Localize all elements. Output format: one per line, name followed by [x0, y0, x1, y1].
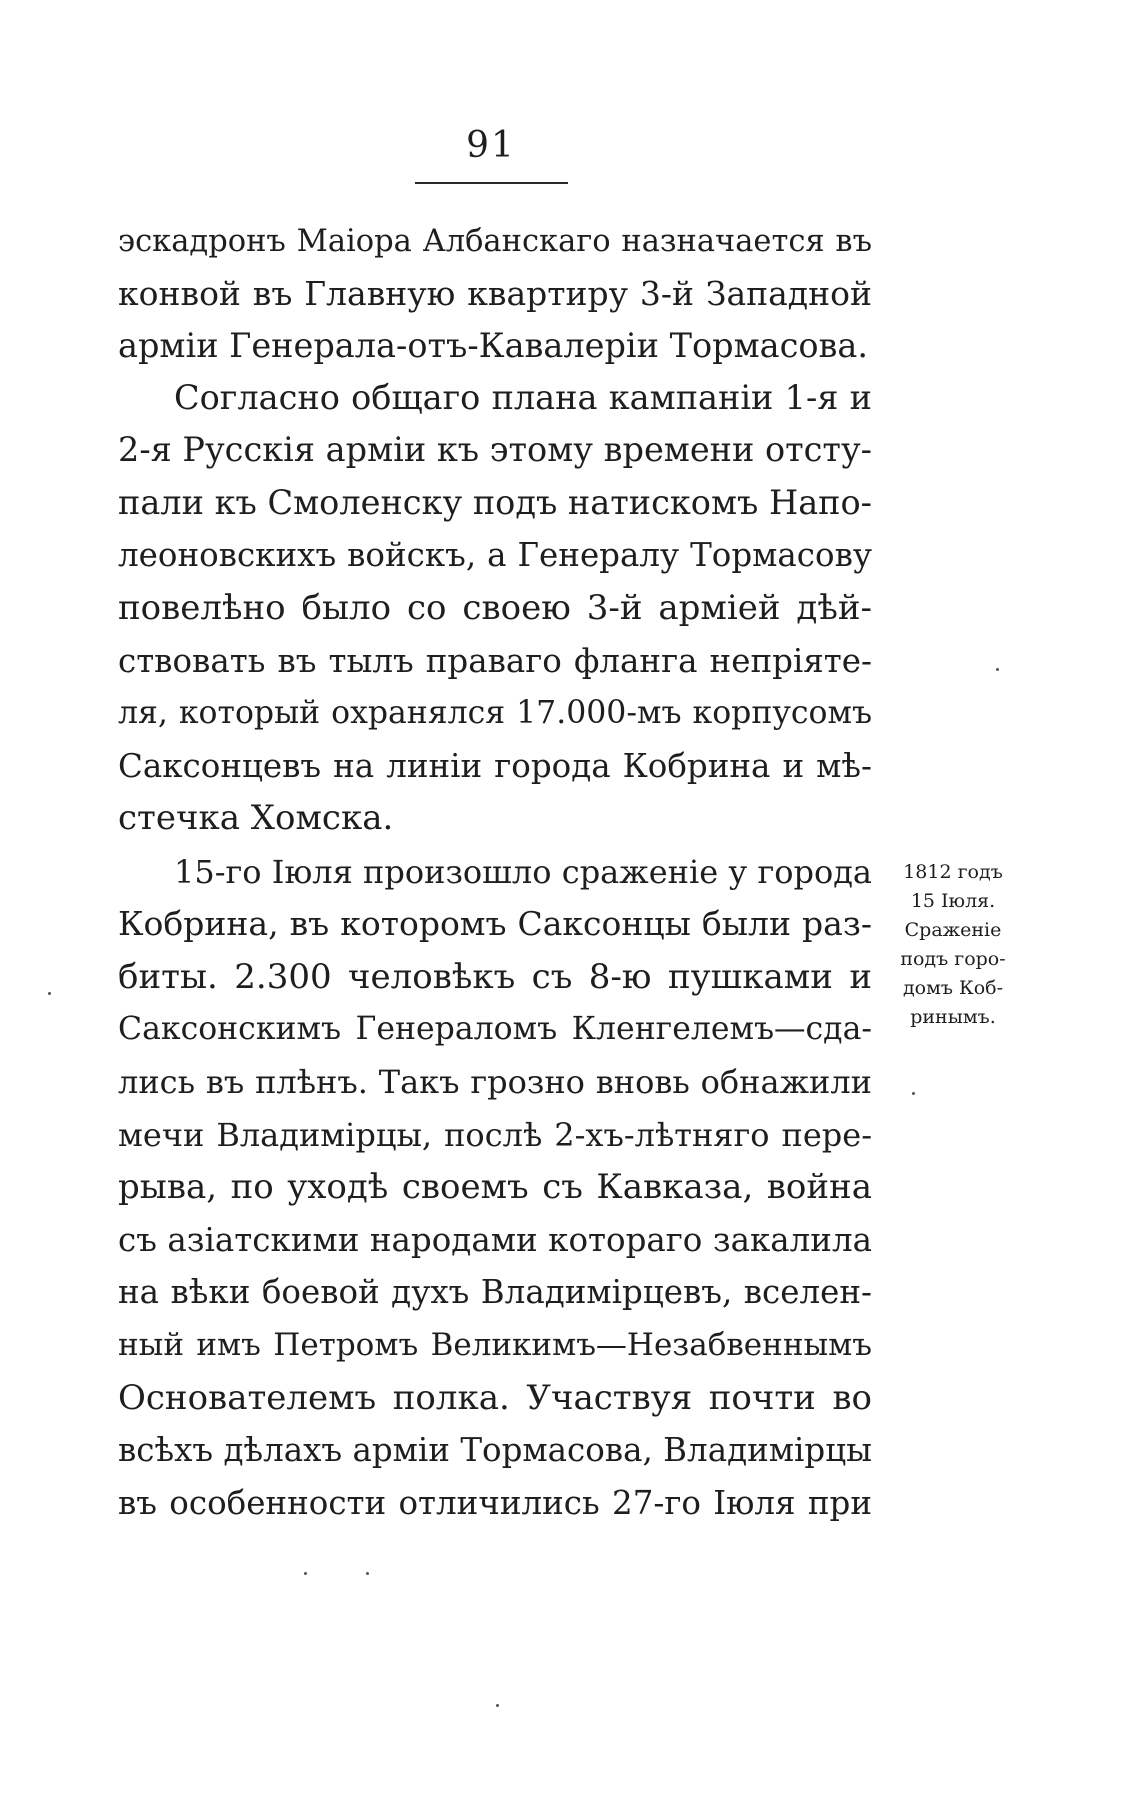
scan-speck: [304, 1572, 307, 1575]
margin-note-line: домъ Коб-: [902, 977, 1004, 999]
text-line: эскадронъ Маіора Албанскаго назначается въ: [118, 224, 872, 259]
text-line: рыва, по уходѣ своемъ съ Кавказа, война: [118, 1167, 872, 1207]
text-line: 15-го Іюля произошло сраженіе у города: [174, 853, 872, 891]
margin-note: [888, 858, 1018, 1032]
scan-speck: [366, 1572, 369, 1575]
text-line: ствовать въ тылъ праваго фланга непріяте-: [118, 642, 872, 680]
text-line: Основателемъ полка. Участвуя почти во: [118, 1378, 872, 1418]
text-line: пали къ Смоленску подъ натискомъ Напо-: [118, 483, 872, 522]
text-line: Саксонцевъ на линіи города Кобрина и мѣ-: [118, 747, 872, 785]
text-line: Согласно общаго плана кампаніи 1-я и: [174, 378, 872, 417]
text-line: конвой въ Главную квартиру 3-й Западной: [118, 274, 872, 313]
margin-note-line: Сраженіе: [904, 919, 1002, 941]
text-line: ля, который охранялся 17.000-мъ корпусомъ: [118, 695, 872, 731]
margin-note-line: подъ горо-: [900, 948, 1006, 970]
text-line: стечка Хомска.: [118, 798, 394, 838]
text-line: 2-я Русскія арміи къ этому времени отсту-: [118, 430, 872, 469]
page-number-rule: [415, 182, 568, 184]
margin-note-line: ринымъ.: [910, 1006, 996, 1028]
text-line: повелѣно было со своею 3-й арміей дѣй-: [118, 588, 872, 628]
text-line: мечи Владимірцы, послѣ 2-хъ-лѣтняго пере-: [118, 1116, 872, 1154]
scan-speck: [48, 992, 51, 995]
scan-speck: [912, 1092, 915, 1095]
page-number: 91: [466, 125, 516, 166]
text-line: Кобрина, въ которомъ Саксонцы были раз-: [118, 904, 872, 943]
text-line: ный имъ Петромъ Великимъ—Незабвеннымъ: [118, 1327, 872, 1363]
text-line: всѣхъ дѣлахъ арміи Тормасова, Владимірцы: [118, 1431, 872, 1469]
margin-note-line: 1812 годъ: [903, 861, 1003, 883]
text-line: арміи Генерала-отъ-Кавалеріи Тормасова.: [118, 326, 869, 365]
text-line: въ особенности отличились 27-го Іюля при: [118, 1484, 872, 1522]
scan-speck: [496, 1704, 499, 1707]
scan-speck: [996, 668, 999, 671]
text-line: леоновскихъ войскъ, а Генералу Тормасову: [118, 536, 872, 574]
text-line: биты. 2.300 человѣкъ съ 8-ю пушками и: [118, 957, 872, 997]
text-line: лись въ плѣнъ. Такъ грозно вновь обнажили: [118, 1063, 872, 1101]
margin-note-line: 15 Іюля.: [910, 890, 996, 912]
text-line: съ азіатскими народами котораго закалила: [118, 1221, 872, 1259]
text-line: на вѣки боевой духъ Владимірцевъ, вселен-: [118, 1273, 872, 1311]
text-line: Саксонскимъ Генераломъ Кленгелемъ—сда-: [118, 1011, 872, 1047]
